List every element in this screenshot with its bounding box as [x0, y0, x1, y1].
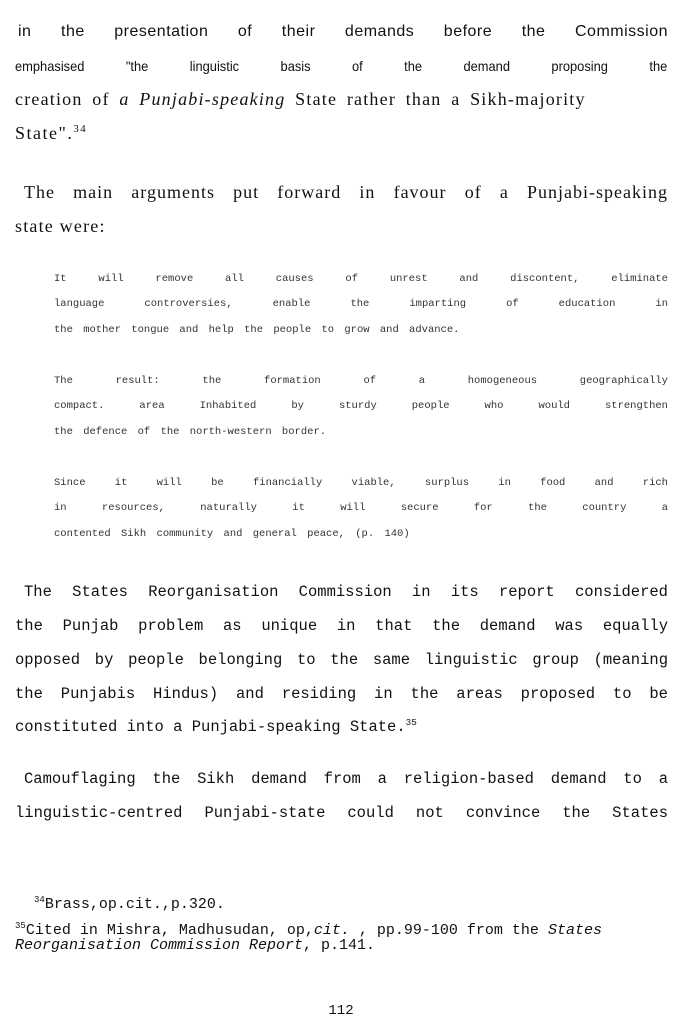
footnote-ref: 34 — [73, 123, 88, 135]
body-line — [15, 716, 668, 736]
footnote-text: Reorganisation Commission Report — [15, 937, 304, 954]
body-line: Camouflaging the Sikh demand from a religion-based demand to a — [24, 770, 668, 788]
footnote-number: 34 — [34, 895, 45, 905]
body-line — [15, 90, 586, 108]
quote-line: the mother tongue and help the people to grow and advance. — [54, 324, 460, 336]
body-line: The main arguments put forward in favour of a Punjabi-speaking — [24, 182, 668, 202]
quote-line: The result: the formation of a homogeneous geographically — [54, 375, 668, 387]
page-number: 112 — [328, 1003, 354, 1019]
text: State". — [15, 123, 74, 143]
footnote-text: Brass,op.cit.,p.320. — [44, 896, 225, 913]
footnote-text: cit. — [313, 922, 350, 939]
footnote-number: 35 — [15, 921, 26, 931]
quote-line: language controversies, enable the imparting of education in — [54, 298, 668, 310]
footnote-text: , pp.99-100 from the — [358, 922, 539, 939]
body-line: state were: — [15, 216, 106, 236]
body-line: The States Reorganisation Commission in its report considered — [24, 583, 668, 601]
quote-line: It will remove all causes of unrest and discontent, eliminate — [54, 273, 668, 285]
footnote-34 — [34, 897, 225, 912]
footnote-text: Cited in Mishra, Madhusudan, op, — [25, 922, 314, 939]
quote-line: in resources, naturally it will secure for the country a — [54, 502, 668, 514]
body-line: the Punjab problem as unique in that the demand was equally — [15, 617, 668, 635]
body-line: emphasised "the linguistic basis of the demand proposing the — [15, 58, 668, 74]
body-line: linguistic-centred Punjabi-state could not convince the States — [15, 804, 668, 822]
footnote-text: States — [547, 922, 602, 939]
quote-line: compact. area Inhabited by sturdy people who would strengthen — [54, 400, 668, 412]
footnote-ref: 35 — [405, 716, 417, 728]
quote-line: the defence of the north-western border. — [54, 426, 327, 438]
text: creation of — [15, 89, 110, 109]
body-line: the Punjabis Hindus) and residing in the areas proposed to be — [15, 685, 668, 703]
footnote-text: , p.141. — [303, 937, 376, 954]
emphasis: a Punjabi-speaking — [119, 89, 286, 109]
footnote-35-cont — [15, 938, 375, 953]
quote-line: contented Sikh community and general peace, (p. 140) — [54, 528, 410, 540]
body-line — [15, 124, 87, 142]
body-line: in the presentation of their demands before the Commission — [18, 23, 668, 40]
footnote-35 — [15, 923, 602, 938]
body-line: opposed by people belonging to the same linguistic group (meaning — [15, 651, 668, 669]
quote-line: Since it will be financially viable, surplus in food and rich — [54, 477, 668, 489]
text: constituted into a Punjabi-speaking State. — [15, 718, 406, 736]
text: State rather than a Sikh-majority — [295, 89, 586, 109]
